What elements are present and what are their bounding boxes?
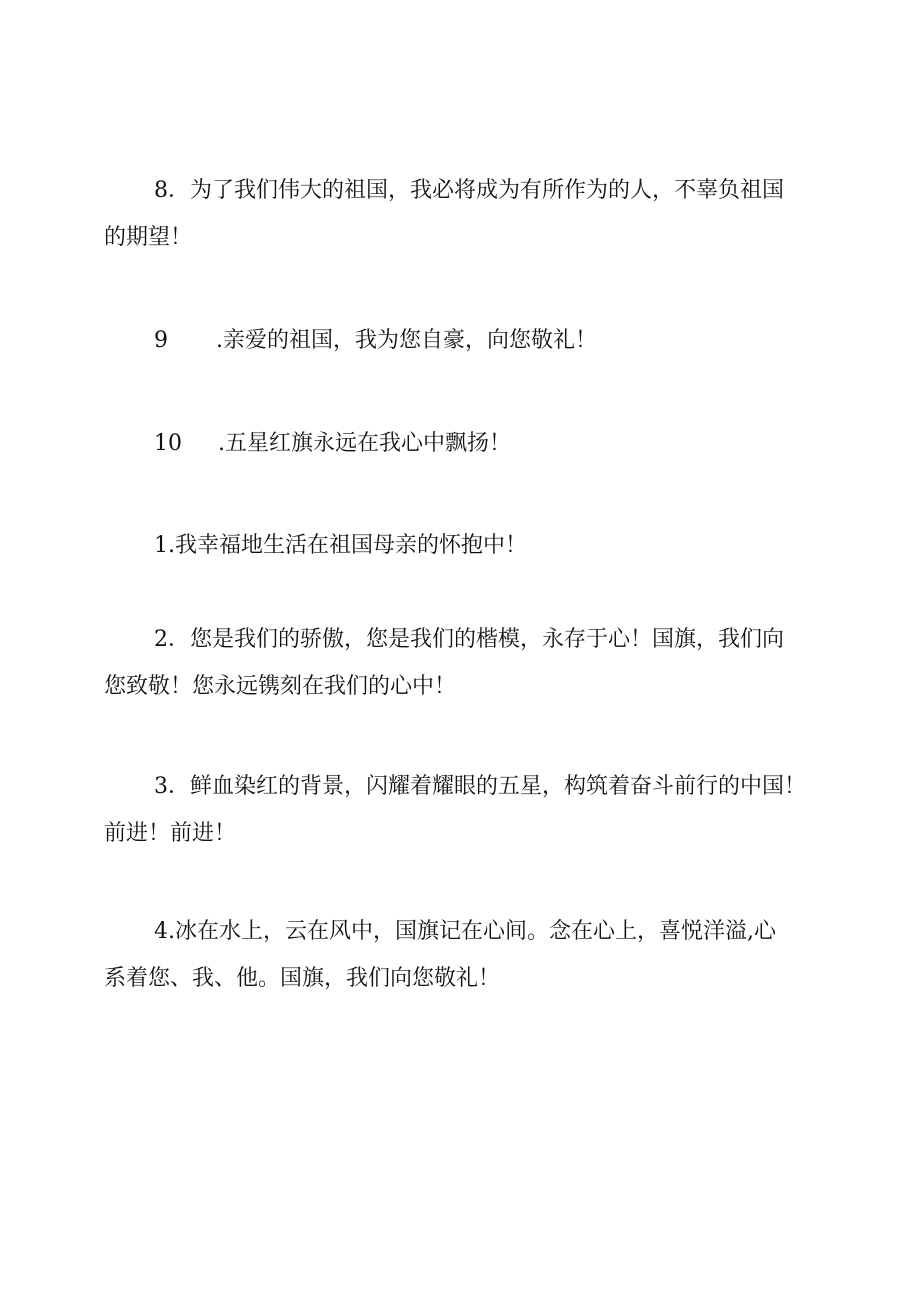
paragraph-line bbox=[104, 763, 820, 810]
item-text-continued: 系着您、我、他。国旗，我们向您敬礼！ bbox=[104, 966, 501, 991]
paragraph-1 bbox=[104, 522, 820, 569]
item-number: 1 bbox=[154, 533, 168, 558]
paragraph-line bbox=[104, 663, 820, 710]
item-text: .五星红旗永远在我心中飘扬！ bbox=[218, 431, 511, 456]
paragraph-line bbox=[104, 420, 820, 467]
paragraph-line bbox=[104, 317, 820, 364]
item-text-continued: 的期望！ bbox=[104, 225, 193, 250]
item-number: 10 bbox=[154, 431, 182, 456]
item-text: .冰在水上，云在风中，国旗记在心间。念在心上，喜悦洋溢,心 bbox=[168, 919, 776, 944]
paragraph-line bbox=[104, 955, 820, 1002]
paragraph-line bbox=[104, 214, 820, 261]
item-text-continued: 您致敬！您永远镌刻在我们的心中！ bbox=[104, 674, 457, 699]
item-number: 4 bbox=[154, 919, 168, 944]
paragraph-line bbox=[104, 167, 820, 214]
item-text-continued: 前进！前进！ bbox=[104, 821, 237, 846]
item-text: .我幸福地生活在祖国母亲的怀抱中！ bbox=[168, 533, 527, 558]
item-text: ．您是我们的骄傲，您是我们的楷模，永存于心！国旗，我们向 bbox=[168, 627, 785, 652]
paragraph-3 bbox=[104, 763, 820, 857]
item-text: ．为了我们伟大的祖国，我必将成为有所作为的人，不辜负祖国 bbox=[168, 178, 785, 203]
paragraph-line bbox=[104, 616, 820, 663]
item-number: 9 bbox=[154, 328, 168, 353]
paragraph-line bbox=[104, 810, 820, 857]
paragraph-10 bbox=[104, 420, 820, 467]
paragraph-line bbox=[104, 522, 820, 569]
paragraph-9 bbox=[104, 317, 820, 364]
item-text: .亲爱的祖国，我为您自豪，向您敬礼！ bbox=[216, 328, 597, 353]
paragraph-2 bbox=[104, 616, 820, 710]
item-number: 3 bbox=[154, 774, 168, 799]
paragraph-8 bbox=[104, 167, 820, 261]
paragraph-4 bbox=[104, 908, 820, 1002]
item-number: 2 bbox=[154, 627, 168, 652]
paragraph-line bbox=[104, 908, 820, 955]
item-number: 8 bbox=[154, 178, 168, 203]
item-text: ．鲜血染红的背景，闪耀着耀眼的五星，构筑着奋斗前行的中国！ bbox=[168, 774, 807, 799]
